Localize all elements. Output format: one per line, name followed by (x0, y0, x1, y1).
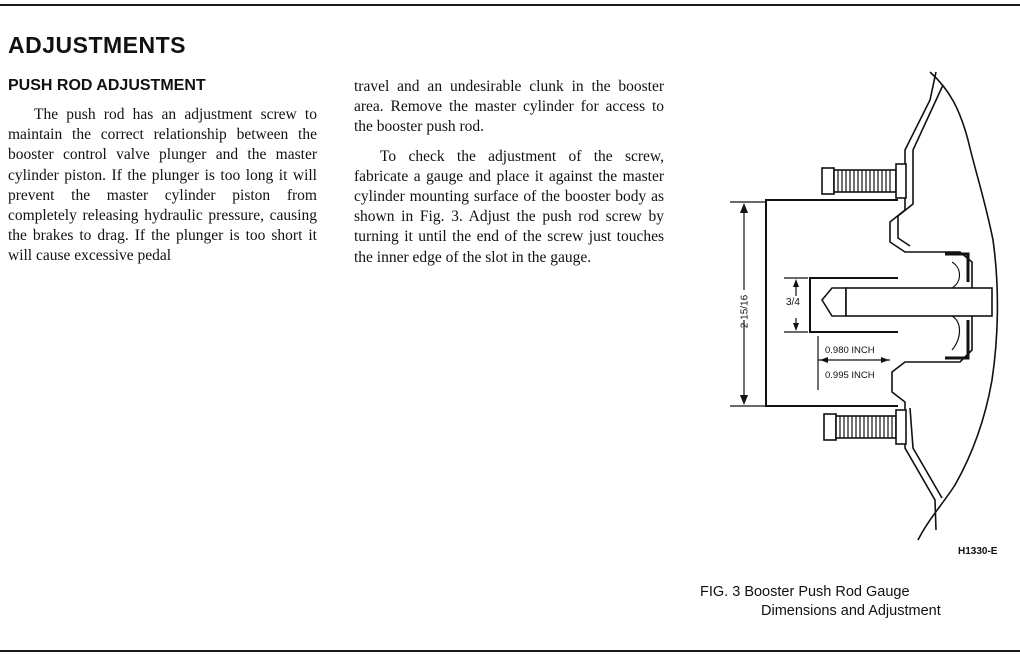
top-rule (0, 4, 1020, 6)
min-depth-label: 0.980 INCH (825, 345, 875, 356)
figure-booster-gauge (700, 60, 1020, 580)
caption-line-1: FIG. 3 Booster Push Rod Gauge (700, 584, 910, 600)
section-title: ADJUSTMENTS (8, 32, 187, 58)
paragraph-intro: The push rod has an adjustment screw to maintain the correct relationship between the booster control valve plunger and the master cylinder piston. If the plunger is too long it will prevent the master cylinder piston from completely releasing hydraulic pressure, causing the brakes to drag. If the plunger is too short it will cause excessive pedal (8, 106, 317, 265)
height-dimension-label: 2 15/16 (739, 294, 751, 329)
figure-caption (700, 583, 941, 621)
lower-stud-bolt (824, 410, 906, 444)
figure-id: H1330-E (958, 546, 998, 557)
text-column-middle (354, 77, 664, 268)
paragraph-check-adjustment: To check the adjustment of the screw, fabricate a gauge and place it against the master cylinder mounting surface of the booster body as shown in Fig. 3. Adjust the push rod screw by turning it until the end of the screw just touches the inner edge of the slot in the gauge. (354, 147, 664, 266)
caption-line-2: Dimensions and Adjustment (761, 603, 941, 619)
text-column-left (8, 105, 317, 267)
slot-dimension-label: 3/4 (786, 297, 800, 308)
push-rod (822, 254, 992, 358)
subsection-title: PUSH ROD ADJUSTMENT (8, 77, 206, 94)
bottom-rule (0, 650, 1020, 652)
max-depth-label: 0.995 INCH (825, 370, 875, 381)
paragraph-continuation: travel and an undesirable clunk in the booster area. Remove the master cylinder for access to the booster push rod. (354, 78, 664, 136)
upper-stud-bolt (822, 164, 906, 198)
